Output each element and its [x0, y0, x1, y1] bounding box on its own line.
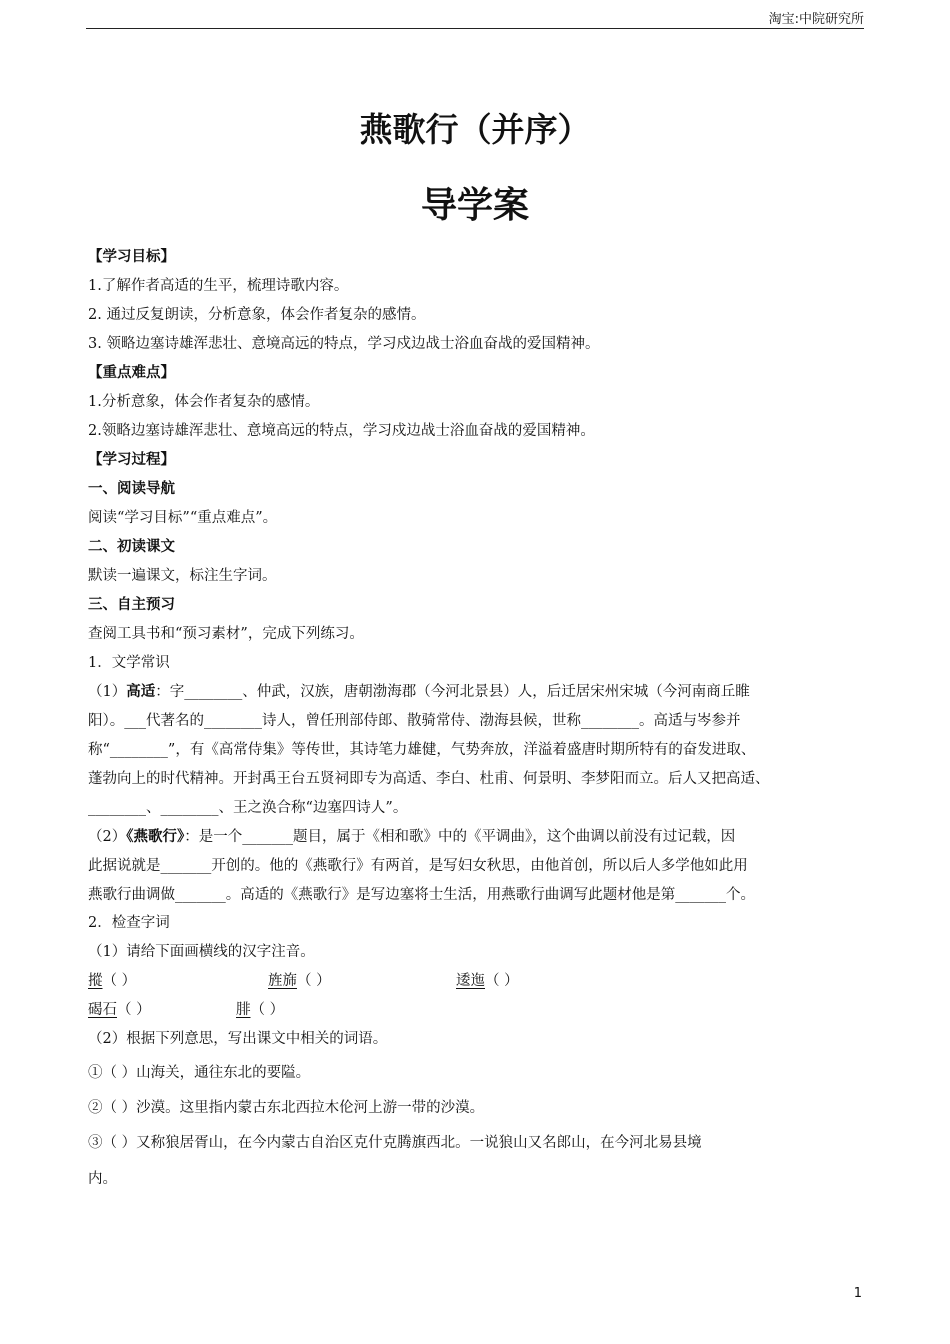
- document-subtitle: 导学案: [420, 185, 529, 226]
- key-point-item-2: 2.领略边塞诗雄浑悲壮、意境高远的特点，学习戍边战士浴血奋战的爱国精神。: [88, 423, 595, 439]
- pinyin-blank: （ ）: [297, 973, 331, 989]
- header-shop-name: 淘宝:中院研究所: [768, 12, 864, 27]
- gao-shi-paragraph-line-1: [88, 682, 868, 702]
- yan-ge-xing-paragraph-line-2: 此据说就是_______开创的。他的《燕歌行》有两首，是写妇女秋思，由他首创，所以后人多学他如此用: [88, 858, 748, 874]
- gao-shi-text-1: ：字________、仲武，汉族，唐朝渤海郡（今河北景县）人，后迁居宋州宋城（今河南商丘睢: [155, 684, 750, 700]
- pinyin-item: [236, 1000, 284, 1020]
- gao-shi-term: 高适: [126, 684, 156, 700]
- pinyin-item: [88, 971, 268, 991]
- header-divider: [86, 28, 864, 29]
- section-2-text: 默读一遍课文，标注生字词。: [88, 568, 277, 584]
- pinyin-word: 旌旆: [268, 973, 297, 989]
- section-3-text: 查阅工具书和“预习素材”，完成下列练习。: [88, 626, 364, 642]
- pinyin-word: 碣石: [88, 1002, 117, 1018]
- pinyin-blank: （ ）: [102, 973, 137, 989]
- objective-item-3: 3. 领略边塞诗雄浑悲壮、意境高远的特点，学习戍边战士浴血奋战的爱国精神。: [88, 336, 600, 352]
- pinyin-row-2: [88, 1000, 868, 1020]
- definition-item-3-continued: 内。: [88, 1171, 117, 1187]
- section-1-title: 一、阅读导航: [88, 481, 175, 497]
- pinyin-row-1: [88, 971, 868, 991]
- page-number: 1: [853, 1286, 862, 1301]
- pinyin-item: [88, 1000, 236, 1020]
- definition-item-3: ③（ ）又称狼居胥山，在今内蒙古自治区克什克腾旗西北。一说狼山又名郎山，在今河北易县境: [88, 1135, 702, 1151]
- section-3-title: 三、自主预习: [88, 597, 175, 613]
- pinyin-item: [268, 971, 456, 991]
- pinyin-word: 腓: [236, 1002, 251, 1018]
- key-point-item-1: 1.分析意象，体会作者复杂的感情。: [88, 394, 320, 410]
- section-1-text: 阅读“学习目标”“重点难点”。: [88, 510, 278, 526]
- gao-shi-paragraph-line-5: ________、________、王之涣合称“边塞四诗人”。: [88, 800, 408, 816]
- question-2-title: 2．检查字词: [88, 915, 170, 931]
- definition-item-2: ②（ ）沙漠。这里指内蒙古东北西拉木伦河上游一带的沙漠。: [88, 1100, 485, 1116]
- section-2-title: 二、初读课文: [88, 539, 175, 555]
- question-2-part-2: （2）根据下列意思，写出课文中相关的词语。: [88, 1031, 388, 1047]
- pinyin-blank: （ ）: [117, 1002, 151, 1018]
- objectives-heading: 【学习目标】: [88, 249, 175, 265]
- pinyin-blank: （ ）: [485, 973, 519, 989]
- gao-shi-paragraph-line-2: 阳）。___代著名的________诗人，曾任刑部侍郎、散骑常侍、渤海县候，世称________。高适与岑参并: [88, 713, 741, 729]
- process-heading: 【学习过程】: [88, 452, 175, 468]
- yan-ge-xing-paragraph-line-3: 燕歌行曲调做_______。高适的《燕歌行》是写边塞将士生活，用燕歌行曲调写此题材他是第_______个。: [88, 887, 755, 903]
- gao-shi-paragraph-line-3: 称“________”，有《高常侍集》等传世，其诗笔力雄健，气势奔放，洋溢着盛唐时期所特有的奋发进取、: [88, 742, 756, 758]
- question-1-title: 1．文学常识: [88, 655, 170, 671]
- pinyin-blank: （ ）: [250, 1002, 285, 1018]
- document-title: 燕歌行（并序）: [359, 110, 591, 149]
- yan-ge-xing-paragraph-line-1: [88, 827, 868, 847]
- pinyin-word: 逶迤: [456, 973, 485, 989]
- definition-item-1: ①（ ）山海关，通往东北的要隘。: [88, 1065, 311, 1081]
- pinyin-item: [456, 971, 519, 991]
- yan-ge-xing-term: 《燕歌行》: [126, 829, 185, 845]
- yan-ge-xing-prefix: （2）: [88, 829, 127, 845]
- gao-shi-paragraph-line-4: 蓬勃向上的时代精神。开封禹王台五贤祠即专为高适、李白、杜甫、何景明、李梦阳而立。后人又把高适、: [88, 771, 770, 787]
- yan-ge-xing-text-1: ：是一个_______题目，属于《相和歌》中的《平调曲》，这个曲调以前没有过记载，因: [184, 829, 736, 845]
- objective-item-2: 2. 通过反复朗读，分析意象，体会作者复杂的感情。: [88, 307, 426, 323]
- key-points-heading: 【重点难点】: [88, 365, 175, 381]
- question-2-part-1: （1）请给下面画横线的汉字注音。: [88, 944, 315, 960]
- gao-shi-prefix: （1）: [88, 684, 127, 700]
- objective-item-1: 1.了解作者高适的生平，梳理诗歌内容。: [88, 278, 349, 294]
- pinyin-word: 摐: [88, 973, 103, 989]
